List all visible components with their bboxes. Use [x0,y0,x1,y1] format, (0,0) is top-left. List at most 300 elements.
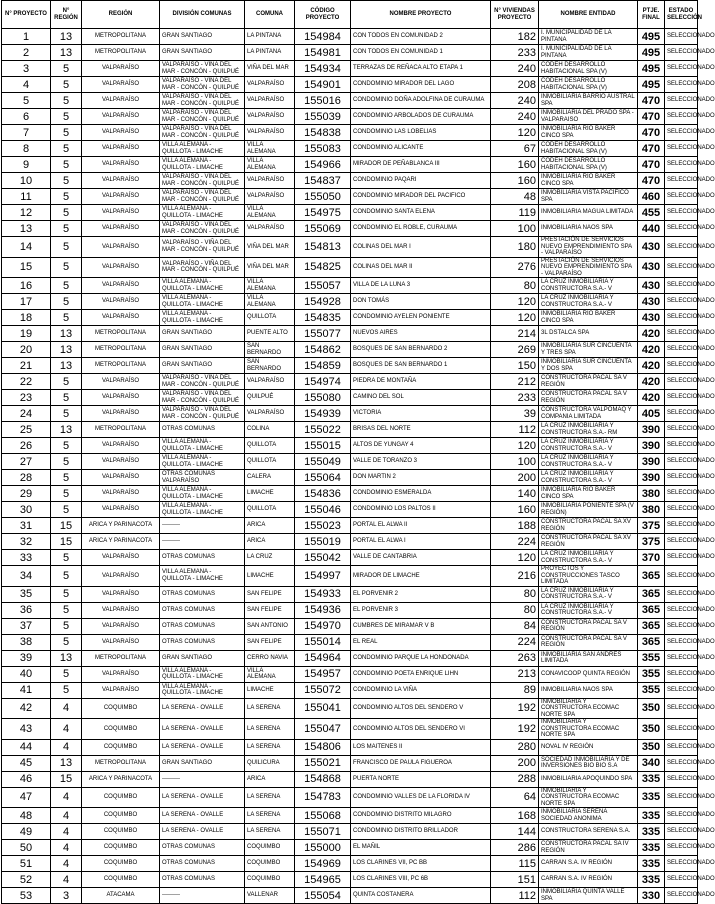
region-name-cell: COQUIMBO [82,739,160,755]
selection-status-cell: SELECCIONADO [665,771,698,787]
project-number-cell: 42 [2,698,51,719]
comuna-cell: LA SERENA [245,824,295,840]
selection-status-cell: SELECCIONADO [665,29,698,45]
project-code-cell: 154835 [295,310,351,326]
entity-name-cell: CODEH DESARROLLO HABITACIONAL SPA (V) [539,77,638,93]
entity-name-cell: CONSTRUCTORA PACAL SA XV REGIÓN [539,518,638,534]
table-row [2,109,698,125]
division-comunas-cell: LA SERENA - OVALLE [160,719,245,740]
entity-name-cell: LA CRUZ INMOBILIARIA Y CONSTRUCTORA S.A.- V [539,294,638,310]
selection-status-cell: SELECCIONADO [665,602,698,618]
division-comunas-cell: VILLA ALEMANA - QUILLOTA - LIMACHE [160,666,245,682]
project-code-cell: 154859 [295,358,351,374]
housing-units-cell: 140 [491,486,539,502]
project-name-cell: CONDOMINIO LAS LOBELIAS [351,125,491,141]
selection-status-cell: SELECCIONADO [665,682,698,698]
region-name-cell: METROPOLITANA [82,358,160,374]
region-name-cell: VALPARAÍSO [82,310,160,326]
project-name-cell: CONDOMINIO EL ROBLE, CURAUMA [351,221,491,237]
comuna-cell: QUILICURA [245,755,295,771]
housing-units-cell: 182 [491,29,539,45]
selection-status-cell: SELECCIONADO [665,221,698,237]
housing-units-cell: 84 [491,618,539,634]
project-name-cell: CONDOMINIO POETA ENRIQUE LIHN [351,666,491,682]
housing-units-cell: 180 [491,237,539,258]
project-code-cell: 154813 [295,237,351,258]
project-code-cell: 155064 [295,470,351,486]
region-name-cell: VALPARAÍSO [82,470,160,486]
housing-units-cell: 188 [491,518,539,534]
project-name-cell: NUEVOS AIRES [351,326,491,342]
comuna-cell: LIMACHE [245,682,295,698]
project-code-cell: 155047 [295,719,351,740]
project-number-cell: 27 [2,454,51,470]
comuna-cell: VALLENAR [245,888,295,904]
final-score-cell: 430 [638,278,665,294]
division-comunas-cell: VILLA ALEMANA - QUILLOTA - LIMACHE [160,278,245,294]
project-number-cell: 4 [2,77,51,93]
region-number-cell: 4 [51,840,82,856]
housing-units-cell: 100 [491,454,539,470]
header-puntaje: PTJE. FINAL [638,1,665,29]
division-comunas-cell: VILLA ALEMANA - QUILLOTA - LIMACHE [160,141,245,157]
project-number-cell: 43 [2,719,51,740]
region-name-cell: VALPARAÍSO [82,125,160,141]
region-number-cell: 4 [51,739,82,755]
division-comunas-cell: OTRAS COMUNAS [160,550,245,566]
entity-name-cell: CONSTRUCTORA PACAL SA V REGIÓN [539,618,638,634]
project-number-cell: 17 [2,294,51,310]
table-row [2,534,698,550]
header-region-num: N° REGIÓN [51,1,82,29]
housing-units-cell: 160 [491,502,539,518]
region-name-cell: METROPOLITANA [82,422,160,438]
selection-status-cell: SELECCIONADO [665,205,698,221]
division-comunas-cell: VILLA ALEMANA - QUILLOTA - LIMACHE [160,486,245,502]
project-number-cell: 7 [2,125,51,141]
project-number-cell: 25 [2,422,51,438]
project-code-cell: 154862 [295,342,351,358]
division-comunas-cell: GRAN SANTIAGO [160,342,245,358]
entity-name-cell: LA CRUZ INMOBILIARIA Y CONSTRUCTORA S.A.- V [539,586,638,602]
final-score-cell: 390 [638,454,665,470]
project-code-cell: 155039 [295,109,351,125]
selection-status-cell: SELECCIONADO [665,755,698,771]
comuna-cell: LA SERENA [245,808,295,824]
entity-name-cell: CODEH DESARROLLO HABITACIONAL SPA (V) [539,141,638,157]
table-row [2,602,698,618]
region-name-cell: VALPARAÍSO [82,618,160,634]
project-number-cell: 13 [2,221,51,237]
table-row [2,45,698,61]
housing-units-cell: 200 [491,755,539,771]
project-name-cell: CONDOMINIO LA VIÑA [351,682,491,698]
comuna-cell: QUILPUÉ [245,390,295,406]
comuna-cell: LA SERENA [245,787,295,808]
project-number-cell: 35 [2,586,51,602]
project-code-cell: 154957 [295,666,351,682]
region-name-cell: VALPARAÍSO [82,141,160,157]
table-row [2,470,698,486]
division-comunas-cell: VALPARAÍSO - VIÑA DEL MAR - CONCÓN - QUILPUÉ [160,125,245,141]
selection-status-cell: SELECCIONADO [665,856,698,872]
comuna-cell: LA SERENA [245,719,295,740]
entity-name-cell: INMOBILIARIA SERENA SOCIEDAD ANONIMA [539,808,638,824]
final-score-cell: 380 [638,502,665,518]
table-row [2,358,698,374]
project-code-cell: 155016 [295,93,351,109]
selection-status-cell: SELECCIONADO [665,109,698,125]
table-row [2,856,698,872]
housing-units-cell: 48 [491,189,539,205]
comuna-cell: QUILLOTA [245,310,295,326]
project-code-cell: 154933 [295,586,351,602]
selection-status-cell: SELECCIONADO [665,438,698,454]
region-number-cell: 5 [51,205,82,221]
project-name-cell: VILLA DE LA LUNA 3 [351,278,491,294]
region-name-cell: COQUIMBO [82,787,160,808]
project-code-cell: 154936 [295,602,351,618]
project-number-cell: 11 [2,189,51,205]
region-number-cell: 4 [51,856,82,872]
entity-name-cell: CARRAN S.A. IV REGIÓN [539,856,638,872]
selection-status-cell: SELECCIONADO [665,310,698,326]
region-name-cell: METROPOLITANA [82,755,160,771]
table-row [2,502,698,518]
final-score-cell: 430 [638,237,665,258]
table-row [2,739,698,755]
division-comunas-cell: VALPARAÍSO - VIÑA DEL MAR - CONCÓN - QUILPUÉ [160,390,245,406]
division-comunas-cell: VALPARAÍSO - VIÑA DEL MAR - CONCÓN - QUILPUÉ [160,374,245,390]
region-name-cell: COQUIMBO [82,872,160,888]
region-number-cell: 5 [51,125,82,141]
housing-units-cell: 64 [491,787,539,808]
comuna-cell: CALERA [245,470,295,486]
project-number-cell: 23 [2,390,51,406]
project-name-cell: EL PORVENIR 3 [351,602,491,618]
comuna-cell: VIÑA DEL MAR [245,257,295,278]
division-comunas-cell: OTRAS COMUNAS [160,586,245,602]
project-code-cell: 154966 [295,157,351,173]
selection-status-cell: SELECCIONADO [665,326,698,342]
region-number-cell: 5 [51,618,82,634]
project-name-cell: QUINTA COSTANERA [351,888,491,904]
table-row [2,872,698,888]
division-comunas-cell: LA SERENA - OVALLE [160,787,245,808]
region-number-cell: 5 [51,77,82,93]
project-code-cell: 154974 [295,374,351,390]
table-row [2,77,698,93]
comuna-cell: ARICA [245,771,295,787]
region-name-cell: METROPOLITANA [82,45,160,61]
table-row [2,310,698,326]
project-code-cell: 155046 [295,502,351,518]
comuna-cell: LA CRUZ [245,550,295,566]
final-score-cell: 430 [638,294,665,310]
final-score-cell: 330 [638,888,665,904]
region-name-cell: VALPARAÍSO [82,502,160,518]
housing-units-cell: 120 [491,310,539,326]
table-row [2,666,698,682]
project-number-cell: 53 [2,888,51,904]
housing-units-cell: 288 [491,771,539,787]
comuna-cell: VALPARAÍSO [245,189,295,205]
project-number-cell: 34 [2,566,51,587]
housing-units-cell: 240 [491,93,539,109]
comuna-cell: PUENTE ALTO [245,326,295,342]
comuna-cell: VALPARAÍSO [245,125,295,141]
region-number-cell: 5 [51,406,82,422]
housing-units-cell: 115 [491,856,539,872]
comuna-cell: COQUIMBO [245,840,295,856]
project-number-cell: 5 [2,93,51,109]
selection-status-cell: SELECCIONADO [665,739,698,755]
region-name-cell: VALPARAÍSO [82,205,160,221]
project-number-cell: 24 [2,406,51,422]
project-code-cell: 155077 [295,326,351,342]
region-name-cell: VALPARAÍSO [82,257,160,278]
project-code-cell: 155049 [295,454,351,470]
final-score-cell: 335 [638,808,665,824]
project-name-cell: EL MAÑIL [351,840,491,856]
housing-units-cell: 224 [491,534,539,550]
header-row [2,1,698,29]
selection-status-cell: SELECCIONADO [665,666,698,682]
entity-name-cell: I. MUNICIPALIDAD DE LA PINTANA [539,29,638,45]
selection-status-cell: SELECCIONADO [665,872,698,888]
selection-status-cell: SELECCIONADO [665,61,698,77]
project-number-cell: 31 [2,518,51,534]
comuna-cell: SAN ANTONIO [245,618,295,634]
selection-status-cell: SELECCIONADO [665,470,698,486]
entity-name-cell: I. MUNICIPALIDAD DE LA PINTANA [539,45,638,61]
housing-units-cell: 214 [491,326,539,342]
project-name-cell: EL REAL [351,634,491,650]
table-row [2,566,698,587]
selection-status-cell: SELECCIONADO [665,618,698,634]
project-name-cell: CONDOMINIO ALICANTE [351,141,491,157]
project-code-cell: 154901 [295,77,351,93]
region-number-cell: 5 [51,173,82,189]
division-comunas-cell: VALPARAÍSO - VIÑA DEL MAR - CONCÓN - QUILPUÉ [160,77,245,93]
selection-status-cell: SELECCIONADO [665,125,698,141]
comuna-cell: VILLA ALEMANA [245,278,295,294]
entity-name-cell: INMOBILIARIA DEL PRADO SPA - VALPARAISO [539,109,638,125]
final-score-cell: 495 [638,45,665,61]
region-name-cell: VALPARAÍSO [82,666,160,682]
region-number-cell: 5 [51,294,82,310]
region-number-cell: 5 [51,189,82,205]
comuna-cell: VALPARAÍSO [245,109,295,125]
selection-status-cell: SELECCIONADO [665,486,698,502]
selection-status-cell: SELECCIONADO [665,173,698,189]
selection-status-cell: SELECCIONADO [665,342,698,358]
comuna-cell: VALPARAÍSO [245,374,295,390]
division-comunas-cell: VALPARAÍSO - VIÑA DEL MAR - CONCÓN - QUILPUÉ [160,61,245,77]
entity-name-cell: INMOBILIARIA NAOS SPA [539,682,638,698]
project-number-cell: 16 [2,278,51,294]
table-row [2,550,698,566]
final-score-cell: 390 [638,470,665,486]
table-row [2,294,698,310]
project-name-cell: CONDOMINIO PARQUE LA HONDONADA [351,650,491,666]
final-score-cell: 340 [638,755,665,771]
project-number-cell: 12 [2,205,51,221]
division-comunas-cell: VALPARAÍSO - VIÑA DEL MAR - CONCÓN - QUILPUÉ [160,237,245,258]
header-num: N° PROYECTO [2,1,51,29]
division-comunas-cell: OTRAS COMUNAS [160,872,245,888]
entity-name-cell: LA CRUZ INMOBILIARIA Y CONSTRUCTORA S.A.- V [539,438,638,454]
table-row [2,486,698,502]
project-number-cell: 15 [2,257,51,278]
entity-name-cell: CODEH DESARROLLO HABITACIONAL SPA (V) [539,157,638,173]
housing-units-cell: 100 [491,221,539,237]
comuna-cell: VILLA ALEMANA [245,294,295,310]
selection-status-cell: SELECCIONADO [665,586,698,602]
project-number-cell: 30 [2,502,51,518]
selection-status-cell: SELECCIONADO [665,566,698,587]
division-comunas-cell: LA SERENA - OVALLE [160,739,245,755]
project-code-cell: 155015 [295,438,351,454]
entity-name-cell: CARRAN S.A. IV REGIÓN [539,872,638,888]
division-comunas-cell: VILLA ALEMANA - QUILLOTA - LIMACHE [160,205,245,221]
housing-units-cell: 216 [491,566,539,587]
project-number-cell: 38 [2,634,51,650]
selection-status-cell: SELECCIONADO [665,454,698,470]
project-name-cell: VICTORIA [351,406,491,422]
project-name-cell: COLINAS DEL MAR II [351,257,491,278]
project-name-cell: CONDOMINIO VALLES DE LA FLORIDA IV [351,787,491,808]
table-row [2,406,698,422]
final-score-cell: 335 [638,856,665,872]
table-row [2,454,698,470]
project-code-cell: 155023 [295,518,351,534]
project-number-cell: 19 [2,326,51,342]
project-name-cell: CONDOMINIO DOÑA ADOLFINA DE CURAUMA [351,93,491,109]
project-name-cell: TERRAZAS DE REÑACA ALTO ETAPA 1 [351,61,491,77]
entity-name-cell: PROYECTOS Y CONSTRUCCIONES TASCO LIMITADA [539,566,638,587]
project-number-cell: 41 [2,682,51,698]
entity-name-cell: INMOBILIARIA QUINTA VALLE SPA [539,888,638,904]
final-score-cell: 350 [638,698,665,719]
region-name-cell: VALPARAÍSO [82,374,160,390]
table-row [2,237,698,258]
division-comunas-cell: LA SERENA - OVALLE [160,824,245,840]
final-score-cell: 470 [638,109,665,125]
final-score-cell: 405 [638,406,665,422]
entity-name-cell: INMOBILIARIA VISTA PACIFICO SPA [539,189,638,205]
project-name-cell: PIEDRA DE MONTAÑA [351,374,491,390]
division-comunas-cell: OTRAS COMUNAS [160,602,245,618]
table-row [2,173,698,189]
region-name-cell: VALPARAÍSO [82,157,160,173]
selection-status-cell: SELECCIONADO [665,157,698,173]
comuna-cell: LIMACHE [245,486,295,502]
project-code-cell: 154868 [295,771,351,787]
final-score-cell: 420 [638,326,665,342]
final-score-cell: 470 [638,141,665,157]
division-comunas-cell: GRAN SANTIAGO [160,755,245,771]
table-row [2,278,698,294]
region-name-cell: METROPOLITANA [82,29,160,45]
final-score-cell: 335 [638,824,665,840]
project-code-cell: 154837 [295,173,351,189]
region-number-cell: 5 [51,237,82,258]
housing-units-cell: 80 [491,602,539,618]
region-number-cell: 5 [51,390,82,406]
region-name-cell: METROPOLITANA [82,650,160,666]
housing-units-cell: 150 [491,358,539,374]
final-score-cell: 455 [638,205,665,221]
region-name-cell: VALPARAÍSO [82,221,160,237]
selection-status-cell: SELECCIONADO [665,93,698,109]
entity-name-cell: INMOBILIARIA Y CONSTRUCTORA ECOMAC NORTE SPA [539,719,638,740]
project-name-cell: MIRADOR DE PEÑABLANCA III [351,157,491,173]
entity-name-cell: INMOBILIARIA RIO BAKER CINCO SPA [539,486,638,502]
project-number-cell: 39 [2,650,51,666]
project-name-cell: ALTOS DE YUNGAY 4 [351,438,491,454]
project-number-cell: 47 [2,787,51,808]
final-score-cell: 430 [638,257,665,278]
table-body [2,29,715,904]
housing-units-cell: 160 [491,173,539,189]
region-number-cell: 5 [51,310,82,326]
housing-units-cell: 208 [491,77,539,93]
project-name-cell: CONDOMINIO AYELEN PONIENTE [351,310,491,326]
comuna-cell: CERRO NAVIA [245,650,295,666]
region-number-cell: 5 [51,486,82,502]
table-row [2,342,698,358]
region-number-cell: 5 [51,221,82,237]
project-code-cell: 154939 [295,406,351,422]
region-name-cell: VALPARAÍSO [82,634,160,650]
division-comunas-cell: VILLA ALEMANA - QUILLOTA - LIMACHE [160,502,245,518]
region-name-cell: COQUIMBO [82,824,160,840]
header-codigo: CÓDIGO PROYECTO [295,1,351,29]
table-row [2,824,698,840]
comuna-cell: VALPARAÍSO [245,406,295,422]
region-number-cell: 5 [51,566,82,587]
project-code-cell: 154984 [295,29,351,45]
division-comunas-cell: VALPARAÍSO - VIÑA DEL MAR - CONCÓN - QUILPUÉ [160,221,245,237]
project-number-cell: 14 [2,237,51,258]
project-code-cell: 155042 [295,550,351,566]
project-number-cell: 20 [2,342,51,358]
final-score-cell: 380 [638,486,665,502]
project-name-cell: EL PORVENIR 2 [351,586,491,602]
project-code-cell: 154969 [295,856,351,872]
housing-units-cell: 39 [491,406,539,422]
region-number-cell: 5 [51,682,82,698]
project-number-cell: 29 [2,486,51,502]
table-row [2,422,698,438]
region-name-cell: VALPARAÍSO [82,602,160,618]
comuna-cell: QUILLOTA [245,502,295,518]
region-number-cell: 3 [51,888,82,904]
housing-units-cell: 233 [491,390,539,406]
region-name-cell: COQUIMBO [82,856,160,872]
project-name-cell: FRANCISCO DE PAULA FIGUEROA [351,755,491,771]
project-name-cell: CONDOMINIO ESMERALDA [351,486,491,502]
division-comunas-cell: OTRAS COMUNAS [160,422,245,438]
entity-name-cell: PRESTACIÓN DE SERVICIOS NUEVO EMPRENDIMIENTO SPA - VALPARAÍSO [539,257,638,278]
table-row [2,518,698,534]
project-code-cell: 154825 [295,257,351,278]
project-name-cell: LOS CLARINES VII, PC BB [351,856,491,872]
division-comunas-cell: VALPARAÍSO - VIÑA DEL MAR - CONCÓN - QUILPUÉ [160,189,245,205]
project-number-cell: 2 [2,45,51,61]
header-region: REGIÓN [82,1,160,29]
